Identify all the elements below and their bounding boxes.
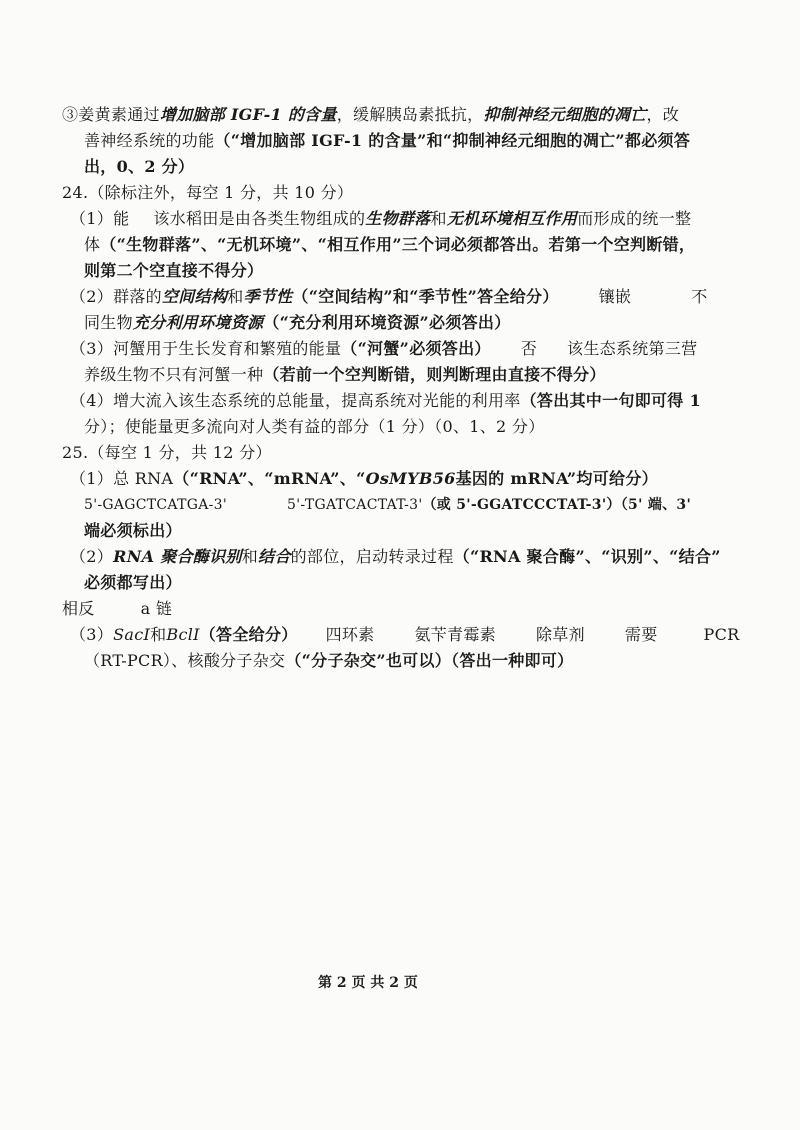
q24-part3-line2: 养级生物不只有河蟹一种（若前一个空判断错，则判断理由直接不得分） [84,365,606,384]
q24-part2-line1: （2）群落的空间结构和季节性（“空间结构”和“季节性”答全给分） 镶嵌 不 [70,287,708,306]
q25-header: 25.（每空 1 分，共 12 分） [62,443,272,462]
q25-part3-line1: （3）SacI和BclI（答全给分） 四环素 氨苄青霉素 除草剂 需要 PCR [70,625,740,644]
q25-part2-line1: （2）RNA 聚合酶识别和结合的部位，启动转录过程（“RNA 聚合酶”、“识别”、“结合” [70,547,721,566]
q23-line-2: 善神经系统的功能（“增加脑部 IGF-1 的含量”和“抑制神经元细胞的凋亡”都必须答 [84,131,691,150]
q24-header: 24.（除标注外，每空 1 分，共 10 分） [62,183,354,202]
q25-part3-line2: （RT-PCR）、核酸分子杂交（“分子杂交”也可以）（答出一种即可） [84,651,574,670]
q24-part2-line2: 同生物充分利用环境资源（“充分利用环境资源”必须答出） [84,313,511,332]
q24-part1-line3: 则第二个空直接不得分） [84,261,264,280]
q25-part1-line3: 端必须标出） [84,521,182,540]
page-number: 第 2 页 共 2 页 [318,975,418,991]
q25-part1-line2: 5'-GAGCTCATGA-3' 5'-TGATCACTAT-3'（或 5'-GGATCCCTAT-3'）（5' 端、3' [84,497,692,513]
q23-line-1: ③姜黄素通过增加脑部 IGF-1 的含量，缓解胰岛素抵抗，抑制神经元细胞的凋亡，改 [62,105,680,124]
q24-part4-line1: （4）增大流入该生态系统的总能量，提高系统对光能的利用率（答出其中一句即可得 1 [70,391,701,410]
q25-part2-line3: 相反 a 链 [62,599,173,618]
q24-part1-line1: （1）能 该水稻田是由各类生物组成的生物群落和无机环境相互作用而形成的统一整 [70,209,692,228]
q24-part4-line2: 分）；使能量更多流向对人类有益的部分（1 分）（0、1、2 分） [84,417,545,436]
q24-part3-line1: （3）河蟹用于生长发育和繁殖的能量（“河蟹”必须答出） 否 该生态系统第三营 [70,339,698,358]
q25-part2-line2: 必须都写出） [84,573,182,592]
q23-line-3: 出，0、2 分） [84,157,195,176]
q25-part1-line1: （1）总 RNA（“RNA”、“mRNA”、“OsMYB56基因的 mRNA”均可给分） [70,469,658,488]
q24-part1-line2: 体（“生物群落”、“无机环境”、“相互作用”三个词必须都答出。若第一个空判断错， [84,235,696,254]
